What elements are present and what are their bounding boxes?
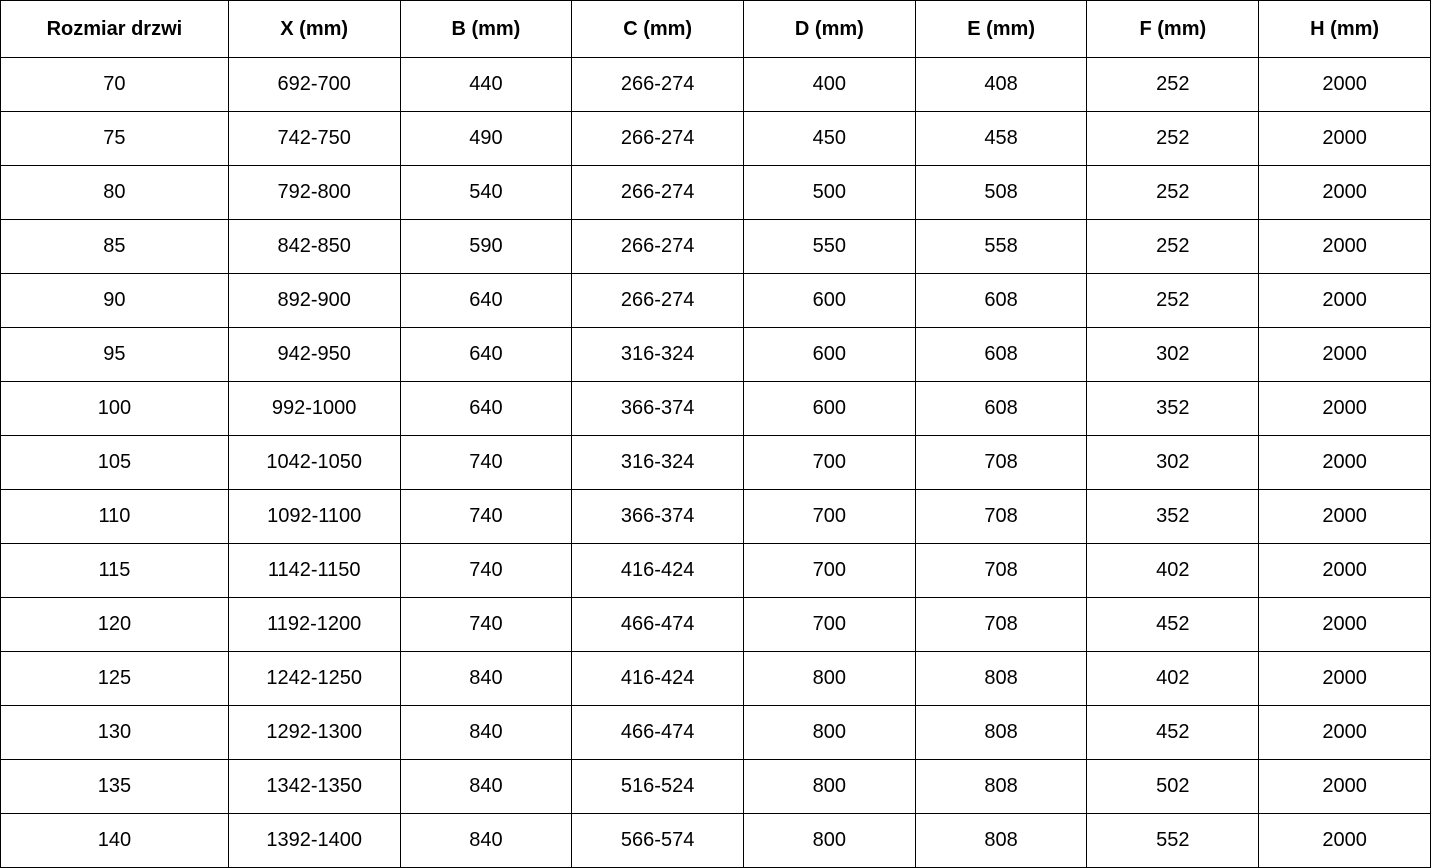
table-cell: 408	[915, 58, 1087, 112]
table-cell: 808	[915, 814, 1087, 868]
table-cell: 508	[915, 166, 1087, 220]
table-cell: 840	[400, 760, 572, 814]
table-cell: 1292-1300	[228, 706, 400, 760]
table-cell: 352	[1087, 490, 1259, 544]
table-cell: 100	[1, 382, 229, 436]
table-cell: 266-274	[572, 112, 744, 166]
table-cell: 252	[1087, 112, 1259, 166]
table-cell: 840	[400, 652, 572, 706]
table-cell: 2000	[1259, 328, 1431, 382]
table-cell: 2000	[1259, 490, 1431, 544]
table-cell: 302	[1087, 436, 1259, 490]
table-cell: 450	[744, 112, 916, 166]
table-row	[1, 166, 1431, 220]
table-cell: 1142-1150	[228, 544, 400, 598]
table-cell: 80	[1, 166, 229, 220]
table-cell: 252	[1087, 58, 1259, 112]
table-row	[1, 598, 1431, 652]
table-cell: 792-800	[228, 166, 400, 220]
table-row	[1, 274, 1431, 328]
table-cell: 516-524	[572, 760, 744, 814]
table-cell: 692-700	[228, 58, 400, 112]
table-cell: 85	[1, 220, 229, 274]
table-cell: 2000	[1259, 652, 1431, 706]
table-cell: 466-474	[572, 706, 744, 760]
table-cell: 352	[1087, 382, 1259, 436]
table-header	[1, 1, 1431, 58]
column-header: H (mm)	[1259, 1, 1431, 58]
table-cell: 416-424	[572, 652, 744, 706]
table-cell: 700	[744, 598, 916, 652]
table-cell: 740	[400, 598, 572, 652]
table-cell: 402	[1087, 652, 1259, 706]
table-cell: 800	[744, 652, 916, 706]
table-cell: 110	[1, 490, 229, 544]
table-body	[1, 58, 1431, 868]
table-cell: 416-424	[572, 544, 744, 598]
table-cell: 120	[1, 598, 229, 652]
table-cell: 2000	[1259, 814, 1431, 868]
table-cell: 708	[915, 598, 1087, 652]
column-header: C (mm)	[572, 1, 744, 58]
table-cell: 1092-1100	[228, 490, 400, 544]
table-cell: 90	[1, 274, 229, 328]
table-cell: 130	[1, 706, 229, 760]
table-cell: 800	[744, 760, 916, 814]
table-cell: 2000	[1259, 706, 1431, 760]
table-cell: 125	[1, 652, 229, 706]
table-cell: 700	[744, 436, 916, 490]
table-row	[1, 112, 1431, 166]
table-cell: 942-950	[228, 328, 400, 382]
table-cell: 2000	[1259, 166, 1431, 220]
table-cell: 608	[915, 382, 1087, 436]
table-cell: 2000	[1259, 760, 1431, 814]
table-row	[1, 58, 1431, 112]
table-cell: 740	[400, 490, 572, 544]
table-row	[1, 490, 1431, 544]
table-cell: 708	[915, 490, 1087, 544]
table-cell: 95	[1, 328, 229, 382]
table-cell: 252	[1087, 274, 1259, 328]
table-cell: 366-374	[572, 382, 744, 436]
table-cell: 135	[1, 760, 229, 814]
table-cell: 452	[1087, 598, 1259, 652]
table-cell: 440	[400, 58, 572, 112]
table-cell: 2000	[1259, 274, 1431, 328]
table-cell: 840	[400, 814, 572, 868]
table-cell: 590	[400, 220, 572, 274]
table-cell: 70	[1, 58, 229, 112]
table-cell: 1392-1400	[228, 814, 400, 868]
table-row	[1, 652, 1431, 706]
table-row	[1, 436, 1431, 490]
column-header: X (mm)	[228, 1, 400, 58]
table-cell: 640	[400, 382, 572, 436]
table-cell: 452	[1087, 706, 1259, 760]
table-cell: 266-274	[572, 220, 744, 274]
table-cell: 600	[744, 382, 916, 436]
table-cell: 140	[1, 814, 229, 868]
table-cell: 608	[915, 328, 1087, 382]
table-cell: 1342-1350	[228, 760, 400, 814]
table-cell: 2000	[1259, 544, 1431, 598]
table-cell: 740	[400, 544, 572, 598]
table-cell: 550	[744, 220, 916, 274]
table-cell: 458	[915, 112, 1087, 166]
table-cell: 1192-1200	[228, 598, 400, 652]
table-cell: 105	[1, 436, 229, 490]
table-cell: 1042-1050	[228, 436, 400, 490]
table-cell: 115	[1, 544, 229, 598]
table-cell: 558	[915, 220, 1087, 274]
table-cell: 808	[915, 760, 1087, 814]
table-cell: 466-474	[572, 598, 744, 652]
table-cell: 552	[1087, 814, 1259, 868]
table-row	[1, 220, 1431, 274]
table-cell: 252	[1087, 220, 1259, 274]
table-cell: 316-324	[572, 328, 744, 382]
table-cell: 740	[400, 436, 572, 490]
table-cell: 640	[400, 328, 572, 382]
table-cell: 808	[915, 652, 1087, 706]
table-cell: 402	[1087, 544, 1259, 598]
table-cell: 842-850	[228, 220, 400, 274]
column-header: E (mm)	[915, 1, 1087, 58]
column-header: D (mm)	[744, 1, 916, 58]
table-cell: 800	[744, 706, 916, 760]
table-cell: 608	[915, 274, 1087, 328]
table-cell: 502	[1087, 760, 1259, 814]
table-cell: 640	[400, 274, 572, 328]
table-row	[1, 544, 1431, 598]
table-cell: 252	[1087, 166, 1259, 220]
table-cell: 600	[744, 328, 916, 382]
column-header: Rozmiar drzwi	[1, 1, 229, 58]
table-cell: 266-274	[572, 166, 744, 220]
table-cell: 840	[400, 706, 572, 760]
table-cell: 2000	[1259, 382, 1431, 436]
table-cell: 2000	[1259, 220, 1431, 274]
table-row	[1, 328, 1431, 382]
table-cell: 742-750	[228, 112, 400, 166]
table-cell: 75	[1, 112, 229, 166]
table-cell: 490	[400, 112, 572, 166]
table-cell: 302	[1087, 328, 1259, 382]
table-cell: 600	[744, 274, 916, 328]
table-cell: 366-374	[572, 490, 744, 544]
table-cell: 700	[744, 490, 916, 544]
table-cell: 266-274	[572, 58, 744, 112]
table-cell: 566-574	[572, 814, 744, 868]
table-cell: 2000	[1259, 436, 1431, 490]
table-cell: 708	[915, 436, 1087, 490]
header-row	[1, 1, 1431, 58]
table-cell: 708	[915, 544, 1087, 598]
table-row	[1, 706, 1431, 760]
table-cell: 316-324	[572, 436, 744, 490]
table-cell: 892-900	[228, 274, 400, 328]
column-header: F (mm)	[1087, 1, 1259, 58]
table-cell: 700	[744, 544, 916, 598]
table-cell: 2000	[1259, 58, 1431, 112]
table-row	[1, 760, 1431, 814]
table-cell: 1242-1250	[228, 652, 400, 706]
table-cell: 500	[744, 166, 916, 220]
table-cell: 2000	[1259, 598, 1431, 652]
table-row	[1, 382, 1431, 436]
table-cell: 800	[744, 814, 916, 868]
table-cell: 266-274	[572, 274, 744, 328]
table-row	[1, 814, 1431, 868]
column-header: B (mm)	[400, 1, 572, 58]
table-cell: 992-1000	[228, 382, 400, 436]
table-cell: 2000	[1259, 112, 1431, 166]
table-cell: 540	[400, 166, 572, 220]
table-cell: 400	[744, 58, 916, 112]
table-cell: 808	[915, 706, 1087, 760]
